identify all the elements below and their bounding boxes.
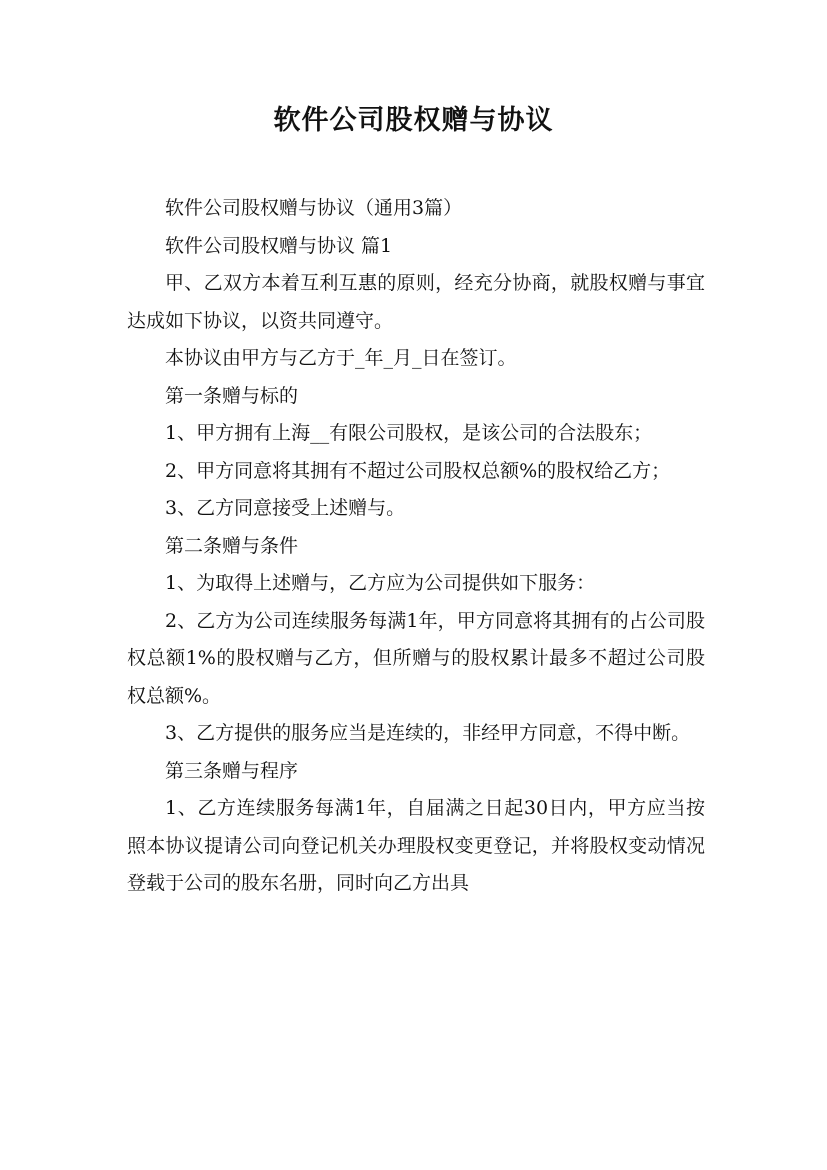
article-1-heading: 第一条赠与标的 (165, 384, 299, 407)
document-body (127, 190, 705, 903)
article-1-item-3: 3、乙方同意接受上述赠与。 (165, 497, 406, 519)
article-3-heading: 第三条赠与程序 (165, 759, 299, 782)
article-2-item-2: 2、乙方为公司连续服务每满1年，甲方同意将其拥有的占公司股权总额1%的股权赠与乙方，但所赠与的股权累计最多不超过公司股权总额%。 (127, 609, 705, 707)
article-2-item-1: 1、为取得上述赠与，乙方应为公司提供如下服务： (165, 572, 596, 594)
article-2-heading: 第二条赠与条件 (165, 534, 299, 557)
article-1-item-2: 2、甲方同意将其拥有不超过公司股权总额%的股权给乙方； (165, 459, 671, 482)
paragraph-subtitle: 软件公司股权赠与协议（通用3篇） (165, 197, 463, 219)
paragraph-signing: 本协议由甲方与乙方于_年_月_日在签订。 (165, 347, 517, 369)
article-3-item-1: 1、乙方连续服务每满1年，自届满之日起30日内，甲方应当按照本协议提请公司向登记机关办理股权变更登记，并将股权变动情况登载于公司的股东名册，同时向乙方出具 (127, 797, 705, 894)
article-2-item-3: 3、乙方提供的服务应当是连续的，非经甲方同意，不得中断。 (165, 722, 691, 744)
document-title: 软件公司股权赠与协议 (273, 105, 554, 136)
paragraph-intro: 甲、乙双方本着互利互惠的原则，经充分协商，就股权赠与事宜达成如下协议，以资共同遵守。 (127, 272, 705, 332)
article-1-item-1: 1、甲方拥有上海__有限公司股权，是该公司的合法股东； (165, 422, 653, 444)
paragraph-part-heading: 软件公司股权赠与协议 篇1 (165, 234, 393, 257)
